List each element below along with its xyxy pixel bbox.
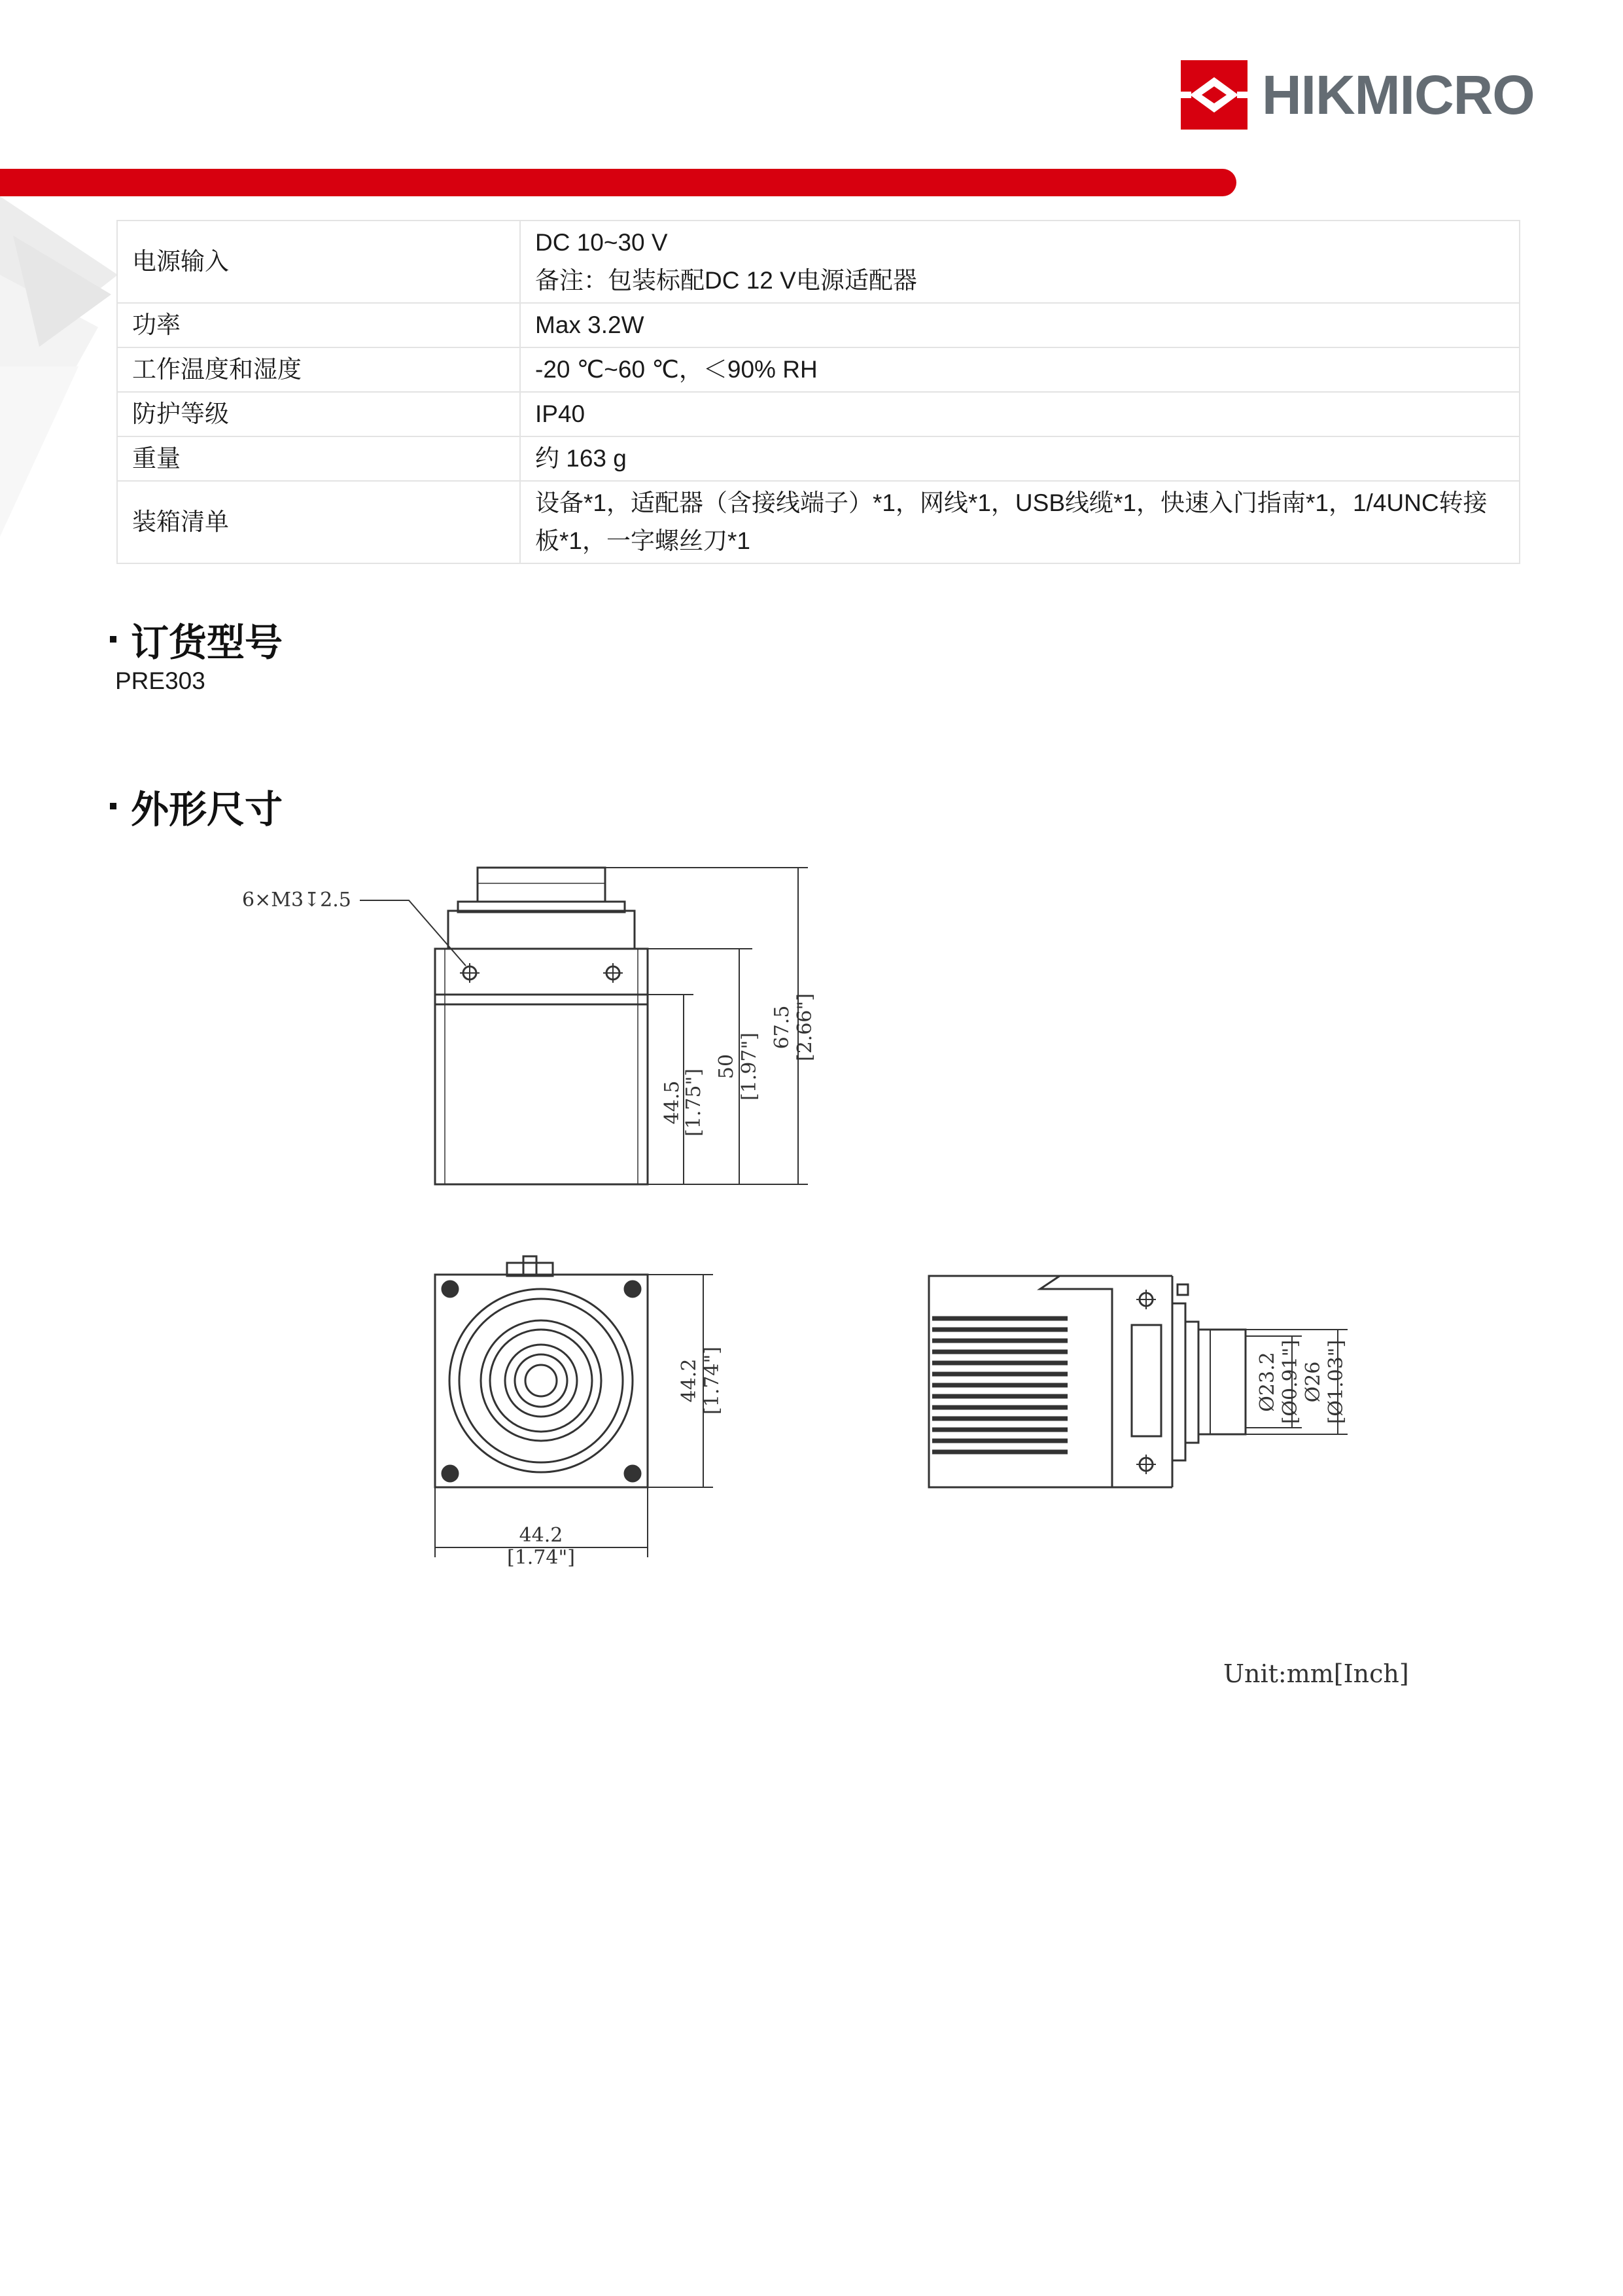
mount-hole-icon [442, 1281, 458, 1297]
dim-front-height: 44.2 [678, 1358, 701, 1403]
spec-row-power [117, 303, 1520, 347]
spec-value-line: 设备*1，适配器（含接线端子）*1，网线*1，USB线缆*1，快速入门指南*1，1/4UNC转接 [535, 489, 1488, 516]
dim-lens-d2-inch: [Ø1.03"] [1325, 1339, 1348, 1424]
spec-value-line: DC 10~30 V [535, 229, 668, 256]
dim-side-h1-inch: [1.75"] [682, 1068, 705, 1137]
spec-row-temperature [117, 347, 1520, 392]
mount-hole-icon [625, 1281, 640, 1297]
dim-front-width-inch: [1.74"] [506, 1546, 576, 1569]
bullet-icon [110, 803, 116, 809]
spec-value: 约 163 g [520, 436, 1520, 481]
dim-lens-d1: Ø23.2 [1256, 1352, 1279, 1412]
bullet-icon [110, 636, 116, 643]
screw-hole-icon [460, 963, 480, 983]
dim-front-height-inch: [1.74"] [701, 1346, 724, 1415]
decorative-triangles [0, 196, 131, 537]
dim-side-h2-inch: [1.97"] [738, 1032, 761, 1101]
spec-label: 防护等级 [117, 392, 520, 436]
spec-row-protection [117, 392, 1520, 436]
section-title-text: 订货型号 [131, 620, 283, 665]
header-red-band [0, 169, 1236, 196]
front-view [435, 1256, 713, 1557]
dim-side-h2: 50 [715, 1053, 738, 1080]
spec-label: 功率 [117, 303, 520, 347]
dim-side-h3: 67.5 [771, 1005, 794, 1050]
spec-value-line: 板*1，一字螺丝刀*1 [535, 527, 750, 554]
dim-side-h3-inch: [2.66"] [794, 993, 816, 1062]
side-view [360, 868, 808, 1184]
mount-hole-icon [625, 1466, 640, 1481]
dimension-drawing [0, 838, 1505, 1590]
spec-label: 重量 [117, 436, 520, 481]
section-title-dimensions [110, 779, 283, 834]
section-title-order [110, 612, 283, 667]
dim-side-h1: 44.5 [661, 1080, 684, 1125]
spec-table [116, 220, 1520, 564]
spec-value-line: 备注：包装标配DC 12 V电源适配器 [535, 267, 917, 294]
spec-value: IP40 [520, 392, 1520, 436]
spec-row-power-input [117, 221, 1520, 303]
screw-hole-icon [1136, 1455, 1156, 1474]
hikmicro-logo-icon [1181, 60, 1248, 130]
spec-label: 工作温度和湿度 [117, 347, 520, 392]
dim-lens-d2: Ø26 [1302, 1361, 1325, 1403]
screw-hole-icon [603, 963, 623, 983]
spec-value: -20 ℃~60 ℃，＜90% RH [520, 347, 1520, 392]
spec-label: 装箱清单 [117, 481, 520, 563]
spec-row-weight [117, 436, 1520, 481]
section-title-text: 外形尺寸 [131, 787, 283, 832]
hikmicro-logo [1181, 59, 1535, 131]
spec-value [520, 221, 1520, 303]
brand-name: HIKMICRO [1262, 64, 1535, 126]
spec-label: 电源输入 [117, 221, 520, 303]
dim-lens-d1-inch: [Ø0.91"] [1279, 1339, 1302, 1424]
screw-hole-icon [1136, 1290, 1156, 1309]
unit-note: Unit:mm[Inch] [1223, 1659, 1409, 1688]
mount-hole-icon [442, 1466, 458, 1481]
screw-note: 6×M3↧2.5 [242, 889, 351, 911]
order-model: PRE303 [115, 667, 205, 694]
spec-row-package [117, 481, 1520, 563]
spec-value: Max 3.2W [520, 303, 1520, 347]
dim-front-width: 44.2 [519, 1524, 563, 1547]
spec-value [520, 481, 1520, 563]
